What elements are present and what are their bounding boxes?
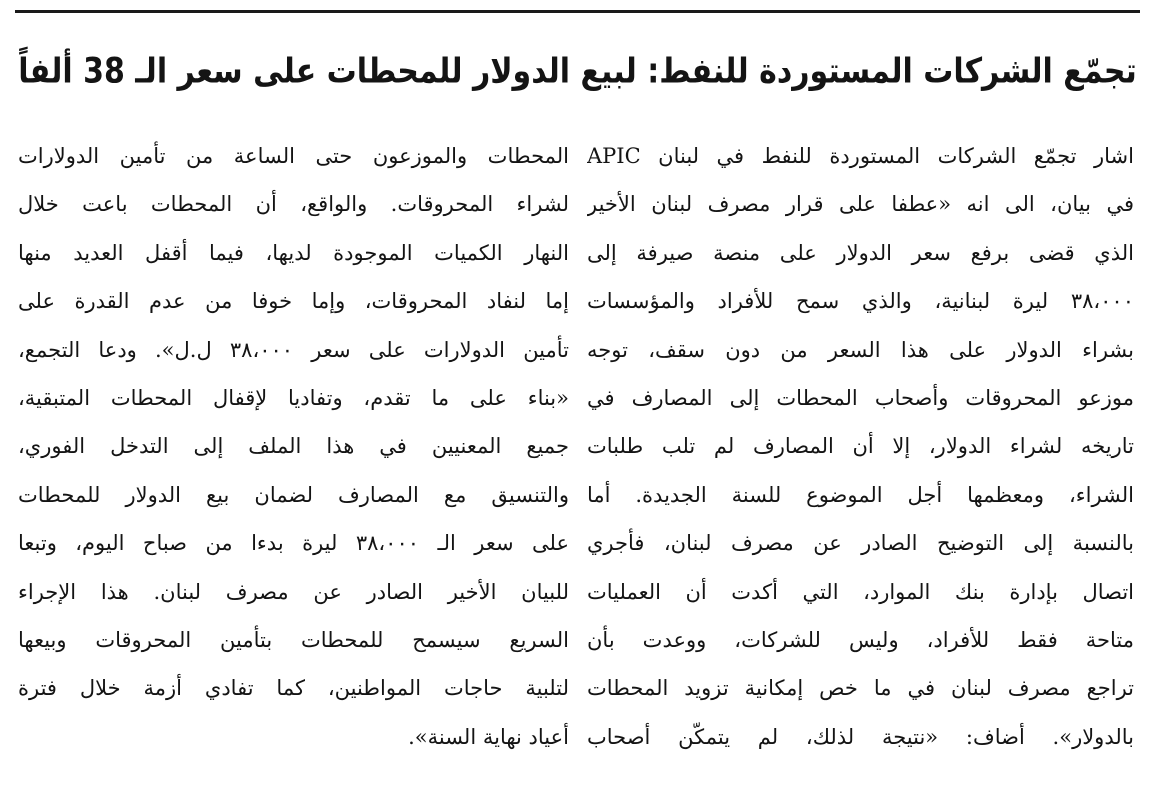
text-line: ٣٨،٠٠٠ ليرة لبنانية، والذي سمح للأفراد والمؤسسات [587,289,1134,314]
text-line: تأمين الدولارات على سعر ٣٨،٠٠٠ ل.ل». ودعا التجمع، [18,337,569,362]
text-line: بشراء الدولار على هذا السعر من دون سقف، توجه [587,337,1134,362]
text-line: تاريخه لشراء الدولار، إلا أن المصارف لم تلب طلبات [587,434,1134,459]
text-line: النهار الكميات الموجودة لديها، فيما أقفل العديد منها [18,240,569,265]
text-line: موزعو المحروقات وأصحاب المحطات إلى المصارف في [587,385,1134,410]
text-line: «بناء على ما تقدم، وتفاديا لإقفال المحطات المتبقية، [18,385,569,410]
top-rule [15,10,1140,13]
text-line: بالدولار». أضاف: «نتيجة لذلك، لم يتمكّن أصحاب [587,724,1134,749]
text-line: جميع المعنيين في هذا الملف إلى التدخل الفوري، [18,434,569,459]
text-line: المحطات والموزعون حتى الساعة من تأمين الدولارات [18,144,569,168]
column-right [587,132,1142,782]
text-line: تراجع مصرف لبنان في ما خص إمكانية تزويد المحطات [587,676,1134,701]
text-line: أعياد نهاية السنة». [408,724,569,749]
text-line: الذي قضى برفع سعر الدولار على منصة صيرفة إلى [587,240,1134,265]
text-line: الشراء، ومعظمها أجل الموضوع للسنة الجديدة. أما [587,482,1134,507]
text-line: بالنسبة إلى التوضيح الصادر عن مصرف لبنان، فأجري [587,531,1134,556]
article-body [14,132,1142,782]
text-line: للبيان الأخير الصادر عن مصرف لبنان. هذا الإجراء [18,579,569,604]
text-line: والتنسيق مع المصارف لضمان بيع الدولار للمحطات [18,482,569,507]
text-line: اتصال بإدارة بنك الموارد، التي أكدت أن العمليات [587,579,1134,604]
text-line: اشار تجمّع الشركات المستوردة للنفط في لبنان APIC [587,144,1134,168]
text-line: لتلبية حاجات المواطنين، كما تفادي أزمة خلال فترة [18,676,569,701]
text-line: على سعر الـ ٣٨،٠٠٠ ليرة بدءا من صباح اليوم، وتبعا [18,531,569,556]
text-line: في بيان، الى انه «عطفا على قرار مصرف لبنان الأخير [587,192,1134,217]
text-line: السريع سيسمح للمحطات بتأمين المحروقات وبيعها [18,627,569,652]
article-headline: تجمّع الشركات المستوردة للنفط: لبيع الدولار للمحطات على سعر الـ 38 ألفاً [18,51,1137,92]
column-left [14,132,569,782]
text-line: لشراء المحروقات. والواقع، أن المحطات باعت خلال [18,192,569,217]
text-line: إما لنفاد المحروقات، وإما خوفا من عدم القدرة على [18,289,569,314]
text-line: متاحة فقط للأفراد، وليس للشركات، ووعدت بأن [587,627,1134,652]
